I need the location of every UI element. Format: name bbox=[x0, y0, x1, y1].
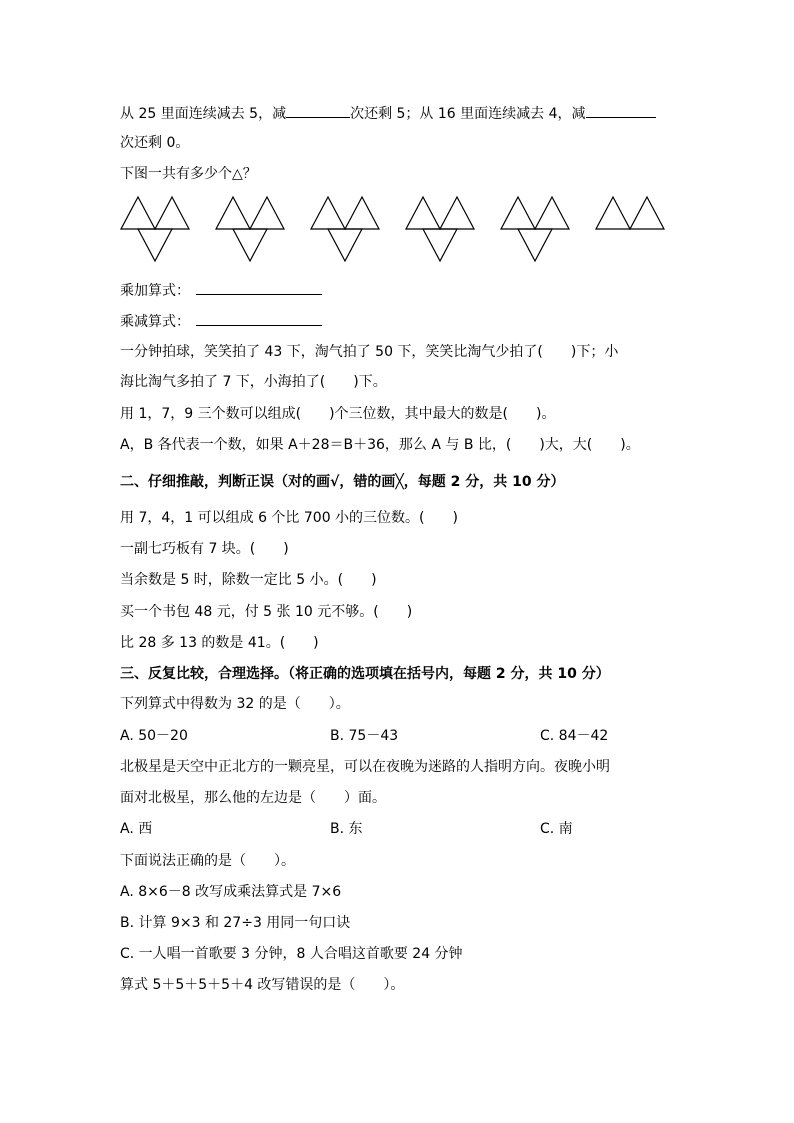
choice-option-c[interactable]: C. 南 bbox=[540, 821, 573, 837]
choice-option-b[interactable]: B. 东 bbox=[330, 821, 363, 837]
question-line bbox=[120, 103, 656, 124]
judge-item: 买一个书包 48 元，付 5 张 10 元不够。( ) bbox=[120, 604, 413, 620]
answer-blank[interactable] bbox=[586, 103, 656, 118]
triangle-group bbox=[311, 197, 379, 261]
question-line: 一分钟拍球，笑笑拍了 43 下，淘气拍了 50 下，笑笑比淘气少拍了( )下；小 bbox=[120, 344, 619, 360]
choice-option-c[interactable]: C. 一人唱一首歌要 3 分钟，8 人合唱这首歌要 24 分钟 bbox=[120, 946, 463, 962]
choice-option-a[interactable]: A. 西 bbox=[120, 821, 153, 837]
question-text: 次还剩 5；从 16 里面连续减去 4，减 bbox=[350, 106, 586, 122]
triangle-group bbox=[216, 197, 284, 261]
choice-question: 下列算式中得数为 32 的是（ ）。 bbox=[120, 696, 350, 712]
question-text: 乘减算式： bbox=[120, 314, 190, 330]
triangle-group bbox=[501, 197, 569, 261]
triangle-group bbox=[596, 197, 664, 229]
question-line: 下图一共有多少个△？ bbox=[120, 166, 257, 182]
triangle-figure bbox=[118, 193, 678, 267]
choice-option-c[interactable]: C. 84－42 bbox=[540, 728, 609, 744]
answer-blank[interactable] bbox=[196, 311, 322, 326]
question-line: 海比淘气多拍了 7 下，小海拍了( )下。 bbox=[120, 374, 387, 390]
choice-option-a[interactable]: A. 8×6－8 改写成乘法算式是 7×6 bbox=[120, 884, 342, 900]
choice-option-b[interactable]: B. 计算 9×3 和 27÷3 用同一句口诀 bbox=[120, 915, 351, 931]
question-line: A，B 各代表一个数，如果 A＋28＝B＋36，那么 A 与 B 比，( )大，大( )。 bbox=[120, 437, 640, 453]
answer-blank[interactable] bbox=[286, 103, 350, 118]
question-line bbox=[120, 311, 322, 332]
question-text: 乘加算式： bbox=[120, 283, 190, 299]
section-title: 二、仔细推敲，判断正误（对的画√，错的画╳，每题 2 分，共 10 分） bbox=[120, 474, 565, 490]
judge-item: 比 28 多 13 的数是 41。( ) bbox=[120, 635, 319, 651]
choice-question: 北极星是天空中正北方的一颗亮星，可以在夜晚为迷路的人指明方向。夜晚小明 bbox=[120, 759, 610, 775]
judge-item: 一副七巧板有 7 块。( ) bbox=[120, 541, 289, 557]
question-line: 用 1，7，9 三个数可以组成( )个三位数，其中最大的数是( )。 bbox=[120, 406, 556, 422]
choice-option-a[interactable]: A. 50－20 bbox=[120, 728, 188, 744]
question-line bbox=[120, 280, 322, 301]
choice-question: 算式 5＋5＋5＋5＋4 改写错误的是（ ）。 bbox=[120, 977, 405, 993]
question-line: 次还剩 0。 bbox=[120, 135, 190, 151]
triangle-group bbox=[121, 197, 189, 261]
triangle-group bbox=[406, 197, 474, 261]
question-text: 从 25 里面连续减去 5，减 bbox=[120, 106, 287, 122]
choice-question: 面对北极星，那么他的左边是（ ）面。 bbox=[120, 790, 386, 806]
answer-blank[interactable] bbox=[196, 280, 322, 295]
judge-item: 用 7，4，1 可以组成 6 个比 700 小的三位数。( ) bbox=[120, 510, 458, 526]
section-title: 三、反复比较，合理选择。（将正确的选项填在括号内，每题 2 分，共 10 分） bbox=[120, 666, 610, 682]
judge-item: 当余数是 5 时，除数一定比 5 小。( ) bbox=[120, 572, 377, 588]
choice-option-b[interactable]: B. 75－43 bbox=[330, 728, 399, 744]
choice-question: 下面说法正确的是（ ）。 bbox=[120, 853, 295, 869]
